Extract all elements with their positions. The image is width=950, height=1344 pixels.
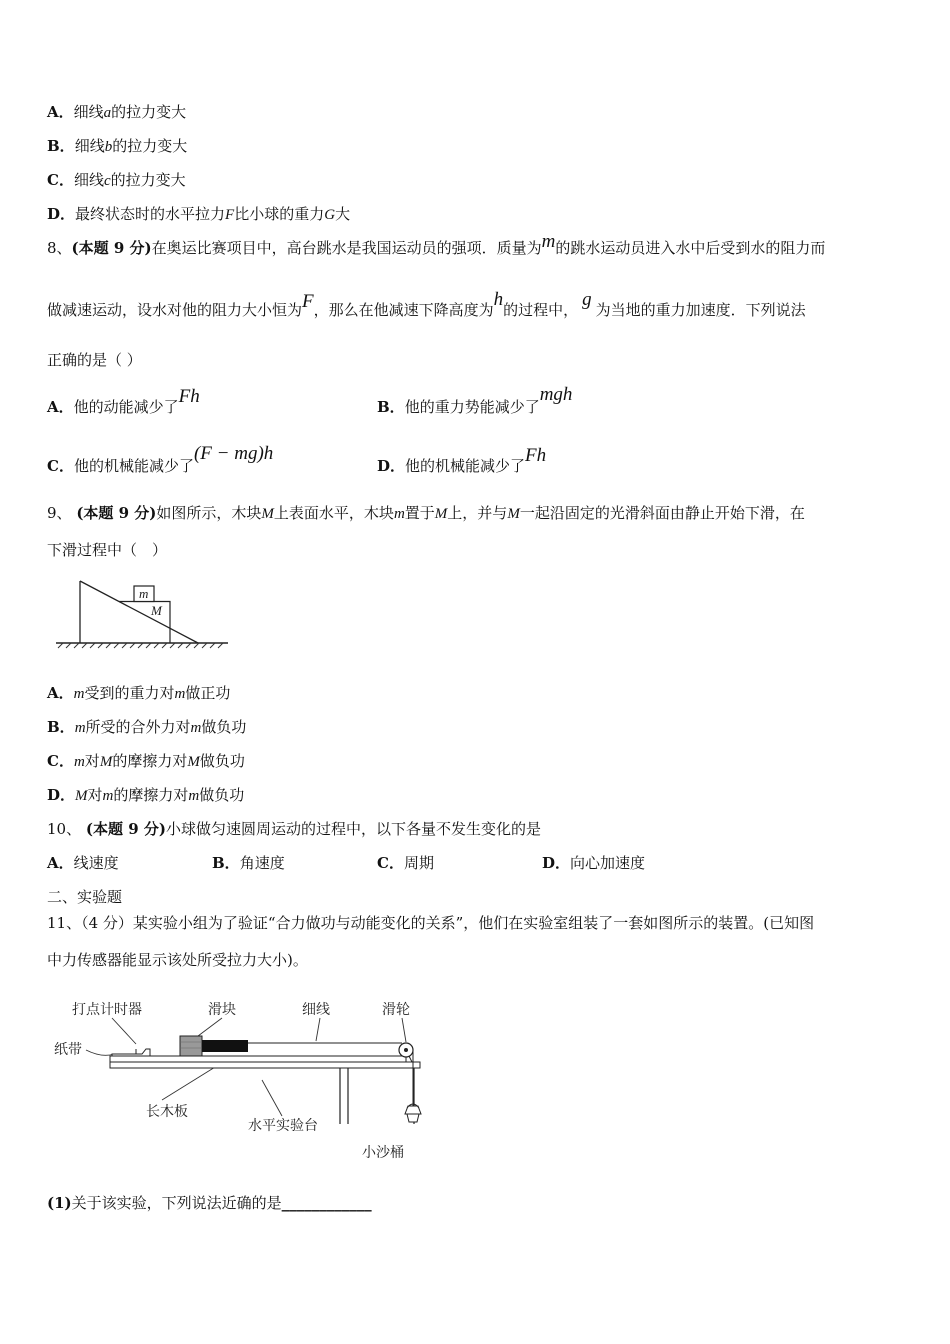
q9-option-b: B．m所受的合外力对m做负功 (47, 718, 247, 736)
q8-stem-line3: 正确的是（ ） (47, 351, 142, 369)
label-pulley: 滑轮 (382, 1002, 410, 1018)
q8-stem-line2: 做减速运动，设水对他的阻力大小恒为F，那么在他减速下降高度为h的过程中， g 为当地的重力加速度．下列说法 (47, 289, 806, 319)
q7-option-b: B．细线b的拉力变大 (47, 137, 188, 155)
q10-stem: 10、 (本题 9 分)小球做匀速圆周运动的过程中，以下各量不发生变化的是 (47, 820, 541, 838)
q8-option-d: D．他的机械能减少了Fh (377, 445, 547, 475)
q9-option-c: C．m对M的摩擦力对M做负功 (47, 752, 245, 770)
q8-option-a: A．他的动能减少了Fh (47, 386, 200, 416)
q10-option-d: D．向心加速度 (542, 854, 646, 872)
q10-number: 10、 (47, 820, 82, 838)
apparatus-figure (50, 992, 430, 1164)
q10-score: (本题 9 分) (85, 820, 166, 838)
label-table: 水平实验台 (248, 1118, 318, 1134)
section-heading: 二、实验题 (47, 888, 123, 906)
q8-stem-line1: 8、(本题 9 分)在奥运比赛项目中，高台跳水是我国运动员的强项．质量为m的跳水运动员进入水中后受到水的阻力而 (47, 231, 826, 257)
label-tape: 纸带 (54, 1042, 82, 1058)
q8-number: 8、 (47, 239, 72, 257)
q9-stem-line2: 下滑过程中（ ） (47, 541, 168, 559)
q11-number: 11、 (47, 914, 82, 932)
q8-score: (本题 9 分) (71, 239, 152, 257)
q8-option-c: C．他的机械能减少了(F − mg)h (47, 443, 274, 475)
q10-option-b: B．角速度 (212, 854, 285, 872)
q9-option-a: A．m受到的重力对m做正功 (47, 684, 231, 702)
incline-figure (50, 575, 240, 655)
q10-option-a: A．线速度 (47, 854, 119, 872)
q9-score: (本题 9 分) (76, 504, 157, 522)
label-bucket: 小沙桶 (362, 1145, 404, 1161)
q9-stem-line1: 9、 (本题 9 分)如图所示，木块M上表面水平，木块m置于M上，并与M一起沿固定的光滑斜面由静止开始下滑，在 (47, 504, 805, 522)
q11-stem-line2: 中力传感器能显示该处所受拉力大小)。 (47, 951, 308, 969)
block-M (119, 602, 170, 644)
q9-option-d: D．M对m的摩擦力对m做负功 (47, 786, 245, 804)
q11-stem-line1: 11、（4 分）某实验小组为了验证“合力做功与动能变化的关系”，他们在实验室组装了一套如图所示的装置。(已知图 (47, 914, 815, 932)
q7-option-a: A．细线a的拉力变大 (47, 103, 187, 121)
q7-option-c: C．细线c的拉力变大 (47, 171, 186, 189)
ground (56, 643, 228, 648)
q11-sub1: (1)关于该实验，下列说法近确的是____________ (47, 1194, 372, 1212)
q11-score: （4 分） (81, 914, 133, 932)
long-board (110, 1056, 406, 1062)
label-m: m (139, 586, 149, 601)
q8-option-b: B．他的重力势能减少了mgh (377, 384, 573, 416)
label-board: 长木板 (146, 1104, 188, 1120)
label-M: M (151, 603, 162, 618)
answer-blank[interactable]: ____________ (281, 1194, 372, 1212)
q9-number: 9、 (47, 504, 72, 522)
force-sensor (202, 1040, 248, 1052)
slider-block (180, 1036, 202, 1056)
sand-bucket (405, 1104, 421, 1122)
label-string: 细线 (302, 1002, 330, 1018)
timer (112, 1049, 150, 1056)
q10-option-c: C．周期 (377, 854, 434, 872)
q7-option-d: D．最终状态时的水平拉力F比小球的重力G大 (47, 205, 351, 223)
label-slider: 滑块 (208, 1002, 236, 1018)
label-timer: 打点计时器 (72, 1002, 142, 1018)
